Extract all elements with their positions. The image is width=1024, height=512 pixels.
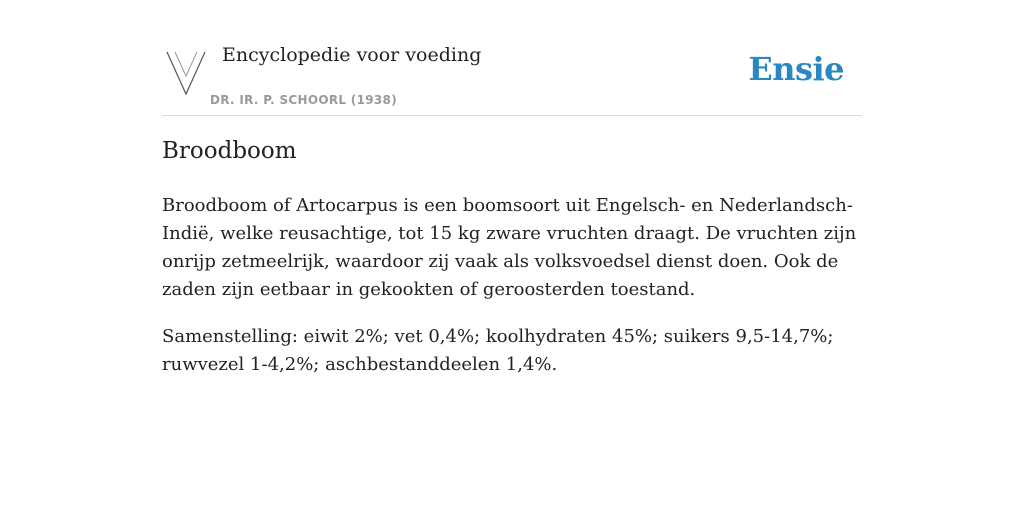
book-title[interactable]: Encyclopedie voor voeding: [222, 44, 482, 66]
header: [162, 40, 862, 116]
book-author: DR. IR. P. SCHOORL (1938): [210, 93, 397, 107]
entry-paragraph-composition: Samenstelling: eiwit 2%; vet 0,4%; koolhydraten 45%; suikers 9,5-14,7%; ruwvezel 1-4,2%; aschbestanddeelen 1,4%.: [162, 326, 834, 375]
entry-paragraph-description: Broodboom of Artocarpus is een boomsoort uit Engelsch- en Nederlandsch-Indië, welke reusachtige, tot 15 kg zware vruchten draagt. De vruchten zijn onrijp zetmeelrijk, waardoor zij vaak als volksvoedsel dienst doen. Ook de zaden zijn eetbaar in gekookten of geroosterden toestand.: [162, 195, 857, 300]
brand-logo[interactable]: Ensie: [748, 50, 844, 88]
entry-title: Broodboom: [162, 138, 297, 164]
entry-body: [162, 192, 862, 398]
v-logo-icon[interactable]: [164, 48, 208, 96]
